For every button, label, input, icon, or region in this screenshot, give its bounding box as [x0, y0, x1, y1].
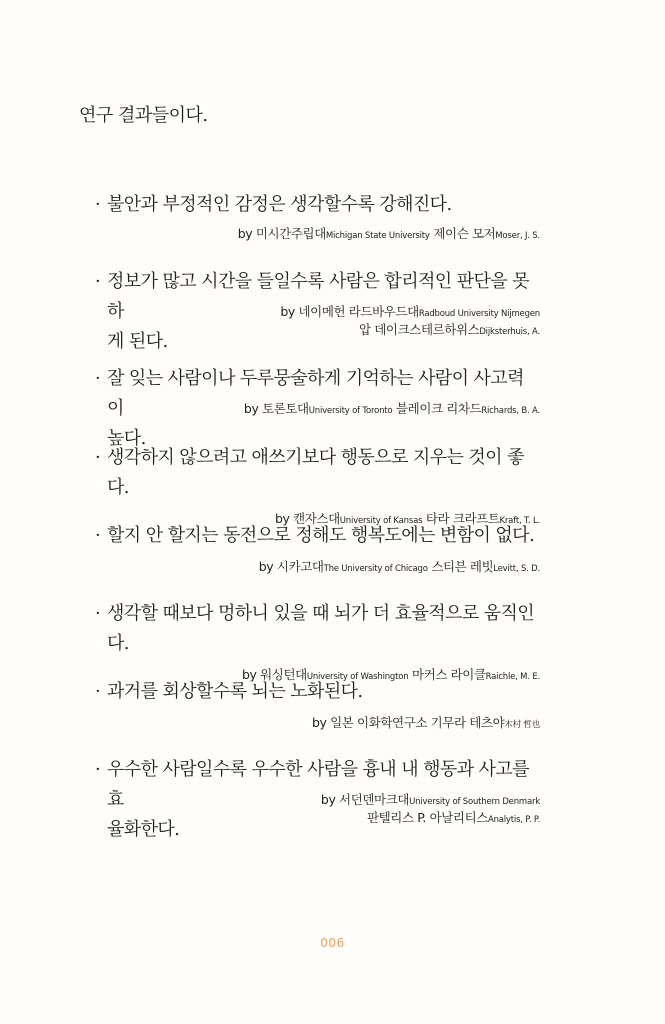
- citation-by: by 워싱턴대: [242, 667, 307, 682]
- citation-by: by 서던덴마크대: [320, 792, 410, 807]
- claim-text-line1: 잘 잊는 사람이나 두루뭉술하게 기억하는 사람이 사고력이: [107, 368, 524, 419]
- finding-item: [95, 364, 540, 454]
- citation-by: by 네이메헌 라드바우드대: [280, 304, 419, 319]
- claim-text: 과거를 회상할수록 뇌는 노화된다.: [107, 681, 363, 702]
- citation-by: by 토론토대: [243, 401, 309, 416]
- finding-item: [95, 190, 540, 242]
- citation-researcher-en: Kraft, T. L.: [499, 516, 540, 526]
- finding-item: [95, 267, 540, 357]
- citation-by: by 미시간주립대: [237, 226, 326, 241]
- citation-institution-en: Michigan State University: [325, 231, 430, 241]
- page-number: 006: [320, 936, 345, 950]
- claim-text-line2: 게 된다.: [107, 331, 168, 352]
- bullet: ·: [95, 525, 101, 546]
- finding-claim: [95, 521, 540, 551]
- finding-item: [95, 599, 540, 683]
- finding-citation: [321, 792, 540, 828]
- finding-item: [95, 677, 540, 731]
- citation-researcher: 압 데이크스테르하위스: [359, 322, 480, 337]
- bullet: ·: [95, 271, 101, 292]
- citation-by: by 일본 이화학연구소: [312, 715, 428, 730]
- citation-researcher: 블레이크 리차드: [395, 401, 482, 416]
- bullet: ·: [95, 368, 101, 389]
- citation-researcher-en: Levitt, S. D.: [493, 564, 540, 574]
- citation-by: by 캔자스대: [274, 511, 340, 526]
- citation-researcher: 기무라 테츠야: [430, 715, 505, 730]
- citation-researcher-en: Moser, J. S.: [495, 231, 540, 241]
- claim-text: 불안과 부정적인 감정은 생각할수록 강해진다.: [107, 194, 452, 215]
- finding-citation: [95, 557, 540, 575]
- claim-text-line2: 율화한다.: [107, 819, 180, 840]
- citation-researcher: 마커스 라이클: [412, 667, 486, 682]
- citation-researcher: 제이슨 모저: [433, 226, 496, 241]
- claim-text-line1: 우수한 사람일수록 우수한 사람을 흉내 내 행동과 사고를 효: [107, 759, 529, 810]
- finding-item: [95, 521, 540, 575]
- citation-researcher: 스티븐 레빗: [431, 559, 494, 574]
- claim-text: 생각하지 않으려고 애쓰기보다 행동으로 지우는 것이 좋다.: [107, 447, 524, 498]
- finding-citation: [95, 224, 540, 242]
- citation-researcher-en: Dijksterhuis, A.: [479, 327, 540, 337]
- citation-researcher-en: Raichle, M. E.: [485, 672, 540, 682]
- citation-researcher: 판텔리스 P. 아날리티스: [366, 810, 488, 825]
- citation-researcher-en: Richards, B. A.: [481, 406, 540, 416]
- finding-claim: [95, 677, 540, 707]
- citation-institution-en: University of Kansas: [339, 516, 423, 526]
- finding-citation: [244, 401, 540, 419]
- citation-by: by 시카고대: [258, 559, 324, 574]
- bullet: ·: [95, 681, 101, 702]
- finding-item: [95, 755, 540, 845]
- citation-institution-en: University of Southern Denmark: [409, 797, 540, 807]
- intro-text: 연구 결과들이다.: [79, 105, 208, 126]
- finding-claim: [95, 443, 540, 503]
- bullet: ·: [95, 759, 101, 780]
- citation-institution-en: University of Washington: [306, 672, 409, 682]
- citation-institution-en: University of Toronto: [308, 406, 393, 416]
- claim-text-line2: 높다.: [107, 428, 146, 449]
- citation-institution-en: Radboud University Nijmegen: [418, 309, 540, 319]
- finding-citation: [95, 713, 540, 731]
- finding-claim: [95, 190, 540, 220]
- citation-researcher-en: Analytis, P. P.: [487, 815, 540, 825]
- citation-researcher: 타라 크라프트: [425, 511, 500, 526]
- bullet: ·: [95, 194, 101, 215]
- bullet: ·: [95, 603, 101, 624]
- finding-item: [95, 443, 540, 527]
- finding-citation: [280, 304, 540, 340]
- claim-text: 생각할 때보다 멍하니 있을 때 뇌가 더 효율적으로 움직인다.: [107, 603, 535, 654]
- claim-text-line1: 정보가 많고 시간을 들일수록 사람은 합리적인 판단을 못 하: [107, 271, 529, 322]
- claim-text: 할지 안 할지는 동전으로 정해도 행복도에는 변함이 없다.: [107, 525, 535, 546]
- finding-claim: [95, 599, 540, 659]
- citation-researcher-native: 木村 哲也: [504, 720, 540, 730]
- bullet: ·: [95, 447, 101, 468]
- citation-institution-en: The University of Chicago: [323, 564, 428, 574]
